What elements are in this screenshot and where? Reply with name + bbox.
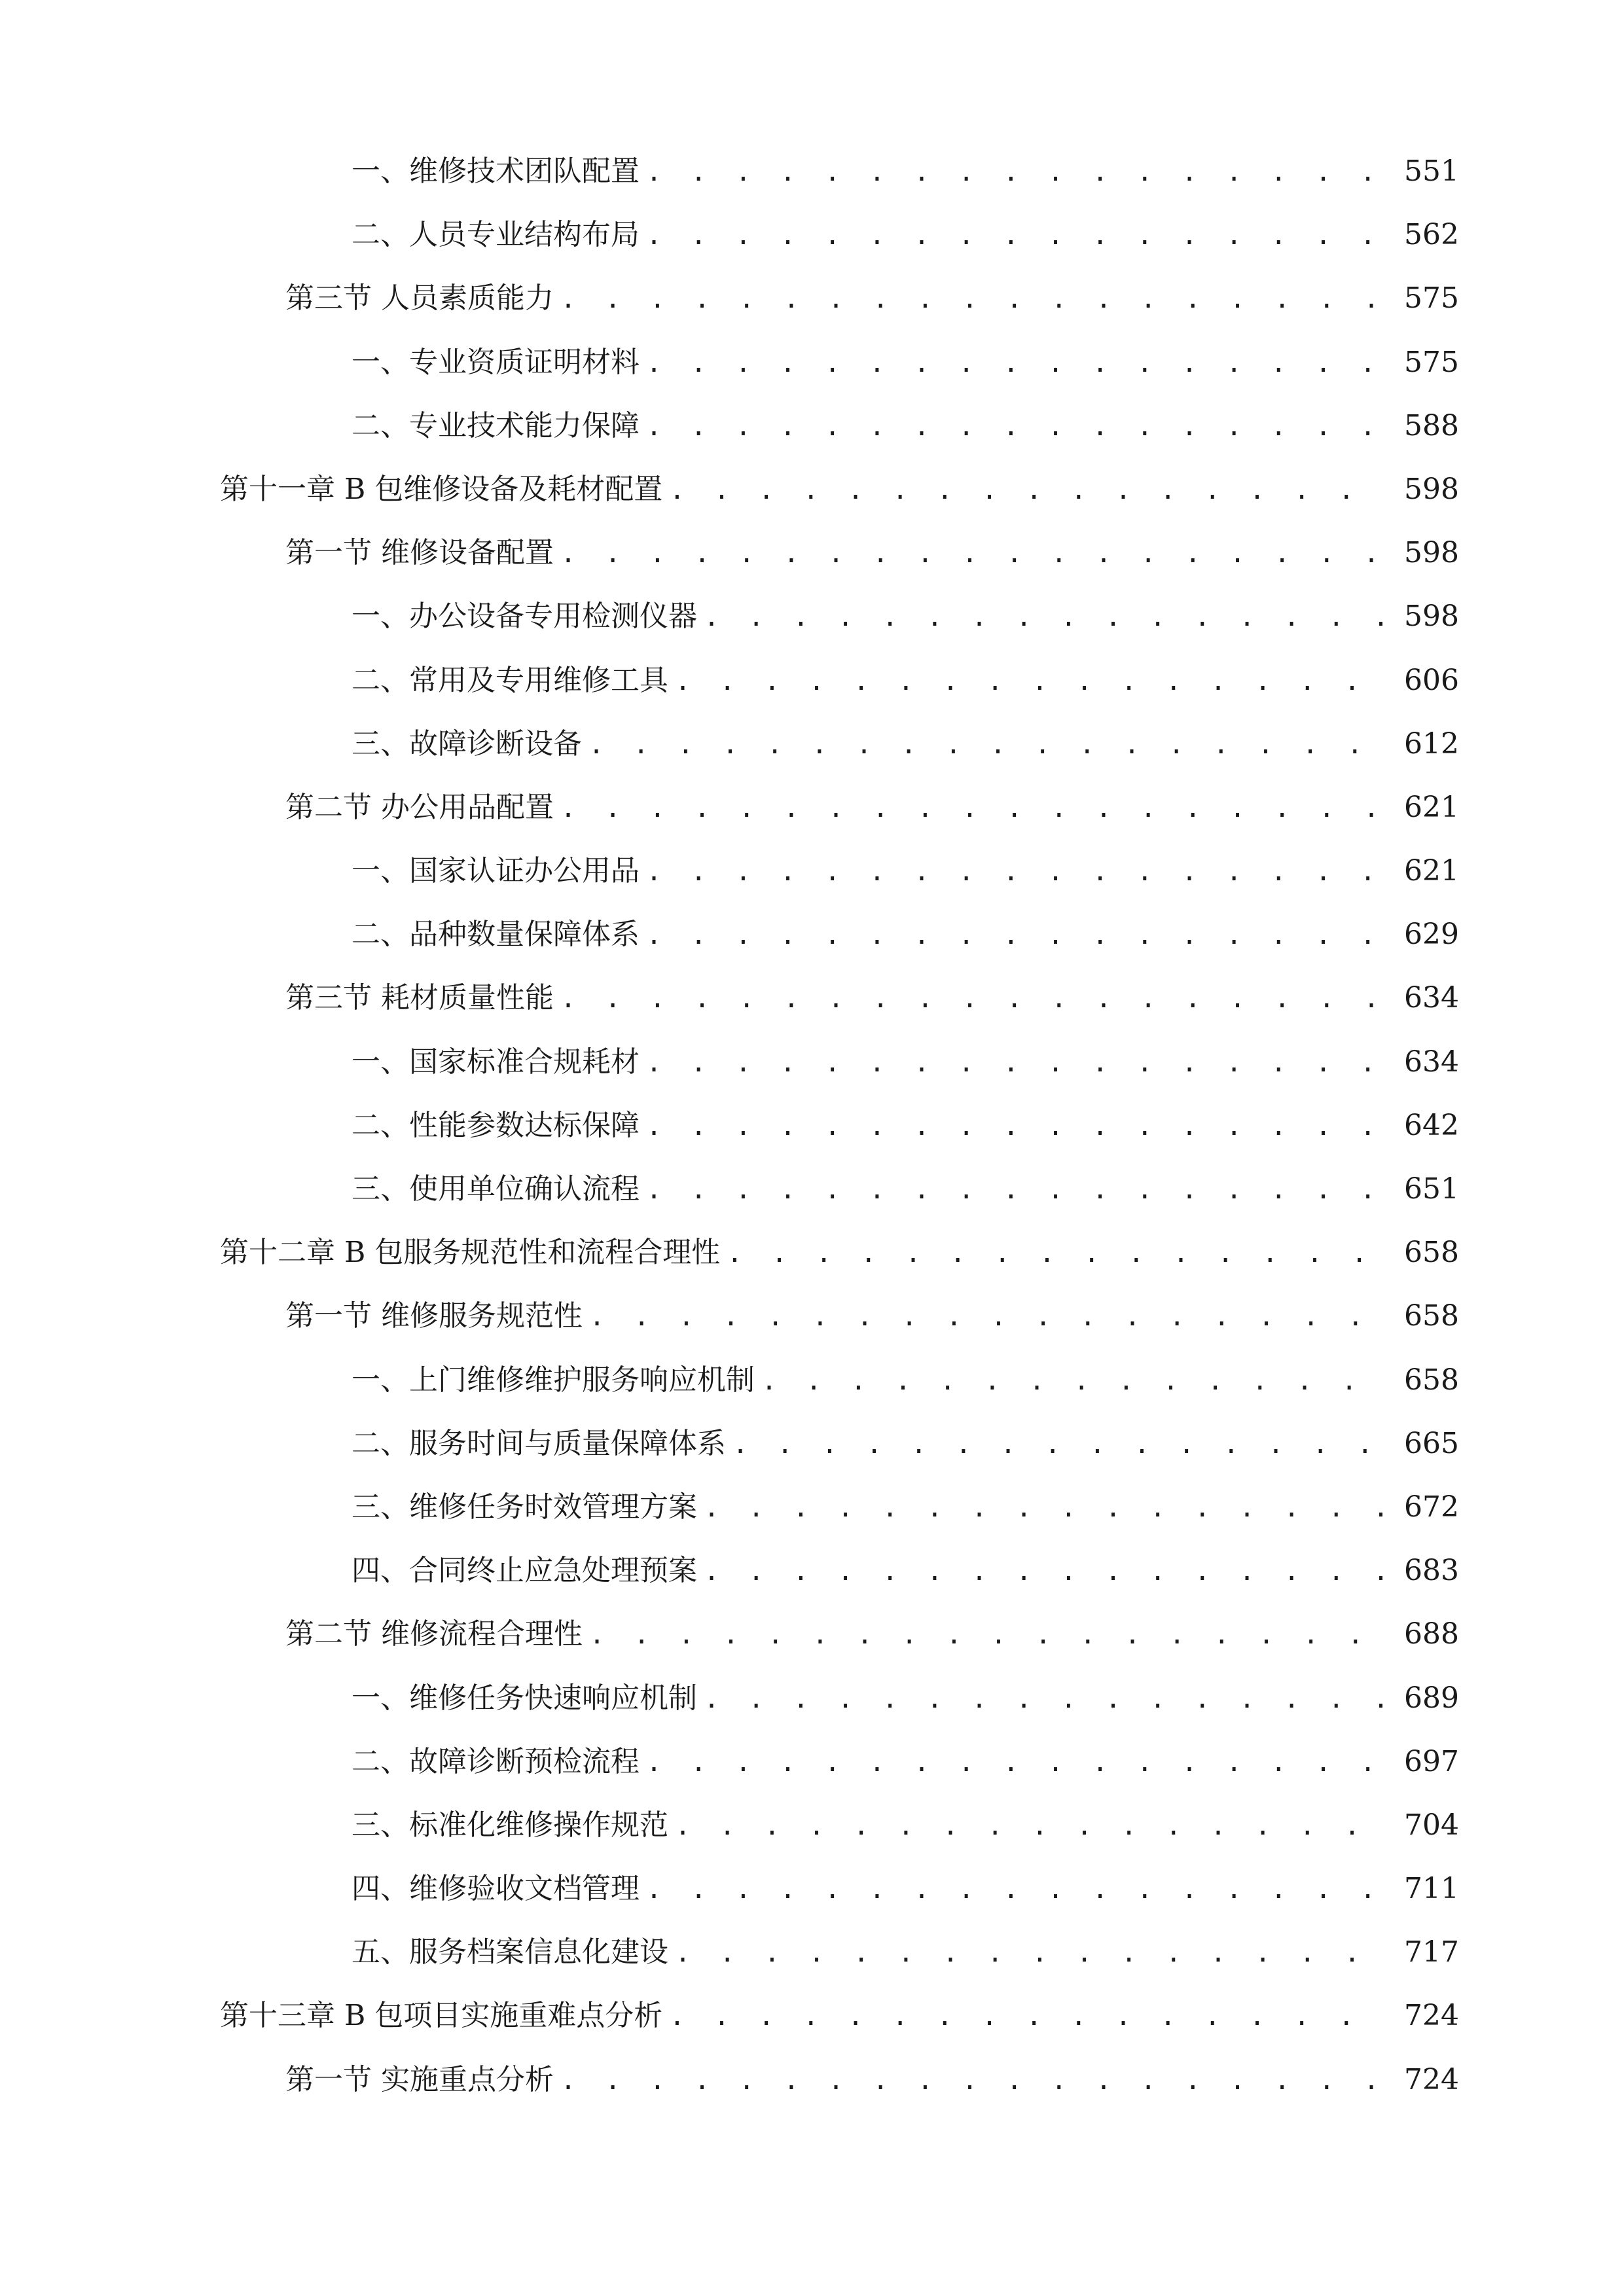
toc-dot-leader <box>646 407 1388 446</box>
toc-section-entry[interactable] <box>0 533 1624 597</box>
toc-dot-leader <box>646 1107 1388 1146</box>
toc-entry-title: 专业资质证明材料 <box>409 345 640 379</box>
toc-page-number: 598 <box>1404 536 1459 570</box>
toc-page-number: 658 <box>1404 1363 1459 1397</box>
toc-dot-leader <box>646 1870 1388 1909</box>
toc-entry[interactable] <box>0 406 1624 470</box>
toc-dot-leader <box>560 979 1388 1018</box>
toc-entry-title: 人员专业结构布局 <box>409 218 640 252</box>
toc-entry[interactable] <box>0 1424 1624 1488</box>
toc-dot-leader <box>646 216 1388 255</box>
toc-entry-title: 服务时间与质量保障体系 <box>409 1426 726 1460</box>
toc-page-number: 588 <box>1404 408 1459 442</box>
toc-page-number: 651 <box>1404 1172 1459 1206</box>
toc-page-number: 634 <box>1404 981 1459 1015</box>
toc-page-number: 621 <box>1404 790 1459 824</box>
toc-page-number: 697 <box>1404 1744 1459 1778</box>
toc-entry-number: 五、 <box>352 1935 409 1969</box>
toc-entry-title: 上门维修维护服务响应机制 <box>409 1363 755 1397</box>
toc-page-number: 711 <box>1404 1872 1459 1906</box>
toc-entry[interactable] <box>0 1679 1624 1742</box>
toc-page-number: 634 <box>1404 1045 1459 1079</box>
toc-dot-leader <box>669 1997 1388 2036</box>
toc-entry-title: 服务档案信息化建设 <box>409 1935 668 1969</box>
toc-entry-number: 一、 <box>352 1363 409 1397</box>
toc-dot-leader <box>704 1488 1388 1528</box>
toc-entry-title: 性能参数达标保障 <box>409 1108 640 1142</box>
toc-entry-number: 二、 <box>352 1426 409 1460</box>
toc-entry[interactable] <box>0 661 1624 725</box>
toc-entry-title: 维修技术团队配置 <box>409 154 640 188</box>
toc-entry-title: 故障诊断预检流程 <box>409 1744 640 1778</box>
toc-dot-leader <box>646 852 1388 891</box>
table-of-contents <box>0 152 1624 2124</box>
toc-entry-title: 专业技术能力保障 <box>409 408 640 442</box>
toc-page-number: 606 <box>1404 663 1459 697</box>
toc-page-number: 683 <box>1404 1554 1459 1588</box>
toc-dot-leader <box>646 152 1388 192</box>
toc-page-number: 704 <box>1404 1808 1459 1842</box>
toc-dot-leader <box>560 534 1388 573</box>
toc-page-number: 642 <box>1404 1108 1459 1142</box>
toc-entry[interactable] <box>0 1742 1624 1806</box>
toc-entry-number: 二、 <box>352 663 409 697</box>
toc-entry-number: 一、 <box>352 345 409 379</box>
toc-entry-title: 合同终止应急处理预案 <box>409 1554 697 1588</box>
toc-entry-number: 二、 <box>352 1108 409 1142</box>
toc-entry[interactable] <box>0 1488 1624 1551</box>
toc-section-entry[interactable] <box>0 2060 1624 2124</box>
toc-page-number: 621 <box>1404 854 1459 888</box>
toc-dot-leader <box>588 725 1388 764</box>
toc-page-number: 562 <box>1404 218 1459 252</box>
toc-entry-title: 第十二章 B 包服务规范性和流程合理性 <box>220 1236 721 1270</box>
toc-section-entry[interactable] <box>0 788 1624 852</box>
toc-entry[interactable] <box>0 852 1624 915</box>
toc-entry-number: 二、 <box>352 1744 409 1778</box>
toc-dot-leader <box>560 2061 1388 2100</box>
toc-page-number: 629 <box>1404 918 1459 952</box>
toc-dot-leader <box>560 279 1388 319</box>
toc-dot-leader <box>704 598 1388 637</box>
toc-dot-leader <box>732 1425 1388 1464</box>
toc-entry[interactable] <box>0 343 1624 406</box>
toc-dot-leader <box>589 1297 1388 1336</box>
toc-page-number: 658 <box>1404 1236 1459 1270</box>
toc-page-number: 672 <box>1404 1490 1459 1524</box>
toc-dot-leader <box>646 1043 1388 1083</box>
toc-dot-leader <box>761 1361 1388 1401</box>
toc-dot-leader <box>646 916 1388 955</box>
toc-entry-number: 二、 <box>352 408 409 442</box>
toc-entry-number: 一、 <box>352 854 409 888</box>
toc-dot-leader <box>675 662 1388 701</box>
toc-entry[interactable] <box>0 915 1624 978</box>
toc-entry-number: 四、 <box>352 1554 409 1588</box>
toc-page-number: 575 <box>1404 345 1459 379</box>
toc-dot-leader <box>646 1170 1388 1210</box>
toc-entry[interactable] <box>0 152 1624 215</box>
toc-dot-leader <box>646 344 1388 383</box>
toc-section-entry[interactable] <box>0 1615 1624 1678</box>
toc-entry[interactable] <box>0 1170 1624 1233</box>
toc-chapter-entry[interactable] <box>0 470 1624 533</box>
toc-page-number: 658 <box>1404 1299 1459 1333</box>
toc-entry-number: 三、 <box>352 1490 409 1524</box>
toc-entry-title: 第二节 维修流程合理性 <box>285 1617 583 1651</box>
toc-entry-title: 第一节 维修设备配置 <box>285 536 554 570</box>
toc-entry-number: 二、 <box>352 218 409 252</box>
toc-entry-title: 办公设备专用检测仪器 <box>409 600 697 634</box>
toc-entry-title: 第二节 办公用品配置 <box>285 790 554 824</box>
toc-entry[interactable] <box>0 1551 1624 1615</box>
toc-dot-leader <box>560 789 1388 828</box>
toc-page-number: 612 <box>1404 726 1459 761</box>
toc-page-number: 724 <box>1404 1999 1459 2033</box>
toc-page-number: 717 <box>1404 1935 1459 1969</box>
toc-entry-title: 第十一章 B 包维修设备及耗材配置 <box>220 472 663 506</box>
toc-entry-number: 一、 <box>352 154 409 188</box>
toc-entry[interactable] <box>0 1933 1624 1996</box>
toc-entry[interactable] <box>0 1806 1624 1869</box>
toc-entry-title: 维修验收文档管理 <box>409 1872 640 1906</box>
toc-dot-leader <box>646 1743 1388 1782</box>
toc-chapter-entry[interactable] <box>0 1233 1624 1297</box>
toc-entry-title: 第一节 实施重点分析 <box>285 2062 554 2096</box>
toc-dot-leader <box>704 1552 1388 1591</box>
toc-entry-title: 常用及专用维修工具 <box>409 663 668 697</box>
toc-entry-title: 国家标准合规耗材 <box>409 1045 640 1079</box>
toc-page-number: 551 <box>1404 154 1459 188</box>
toc-entry-title: 第三节 耗材质量性能 <box>285 981 554 1015</box>
toc-dot-leader <box>704 1679 1388 1719</box>
toc-entry-number: 一、 <box>352 1681 409 1715</box>
toc-entry[interactable] <box>0 215 1624 279</box>
toc-page-number: 724 <box>1404 2062 1459 2096</box>
toc-page-number: 575 <box>1404 281 1459 315</box>
toc-entry-title: 第十三章 B 包项目实施重难点分析 <box>220 1999 663 2033</box>
toc-entry-title: 第一节 维修服务规范性 <box>285 1299 583 1333</box>
toc-entry-title: 国家认证办公用品 <box>409 854 640 888</box>
toc-entry-number: 一、 <box>352 600 409 634</box>
toc-entry-number: 三、 <box>352 1172 409 1206</box>
toc-section-entry[interactable] <box>0 978 1624 1042</box>
toc-entry-number: 四、 <box>352 1872 409 1906</box>
toc-dot-leader <box>589 1615 1388 1655</box>
toc-entry-number: 二、 <box>352 918 409 952</box>
toc-entry-number: 一、 <box>352 1045 409 1079</box>
toc-dot-leader <box>675 1933 1388 1973</box>
toc-entry-title: 第三节 人员素质能力 <box>285 281 554 315</box>
toc-dot-leader <box>727 1234 1388 1273</box>
toc-entry[interactable] <box>0 597 1624 660</box>
toc-entry[interactable] <box>0 1869 1624 1933</box>
toc-dot-leader <box>675 1806 1388 1846</box>
toc-section-entry[interactable] <box>0 279 1624 342</box>
toc-page-number: 665 <box>1404 1426 1459 1460</box>
toc-entry[interactable] <box>0 1361 1624 1424</box>
toc-page-number: 688 <box>1404 1617 1459 1651</box>
toc-entry-title: 故障诊断设备 <box>409 726 582 761</box>
toc-entry[interactable] <box>0 1043 1624 1106</box>
toc-page-number: 598 <box>1404 472 1459 506</box>
toc-page-number: 598 <box>1404 600 1459 634</box>
toc-page-number: 689 <box>1404 1681 1459 1715</box>
toc-entry[interactable] <box>0 1106 1624 1170</box>
toc-entry-title: 品种数量保障体系 <box>409 918 640 952</box>
toc-chapter-entry[interactable] <box>0 1996 1624 2060</box>
toc-entry-title: 维修任务时效管理方案 <box>409 1490 697 1524</box>
toc-entry-title: 标准化维修操作规范 <box>409 1808 668 1842</box>
toc-section-entry[interactable] <box>0 1297 1624 1360</box>
toc-entry-number: 三、 <box>352 726 409 761</box>
toc-entry-number: 三、 <box>352 1808 409 1842</box>
toc-entry[interactable] <box>0 725 1624 788</box>
toc-entry-title: 使用单位确认流程 <box>409 1172 640 1206</box>
toc-dot-leader <box>669 471 1388 510</box>
toc-entry-title: 维修任务快速响应机制 <box>409 1681 697 1715</box>
